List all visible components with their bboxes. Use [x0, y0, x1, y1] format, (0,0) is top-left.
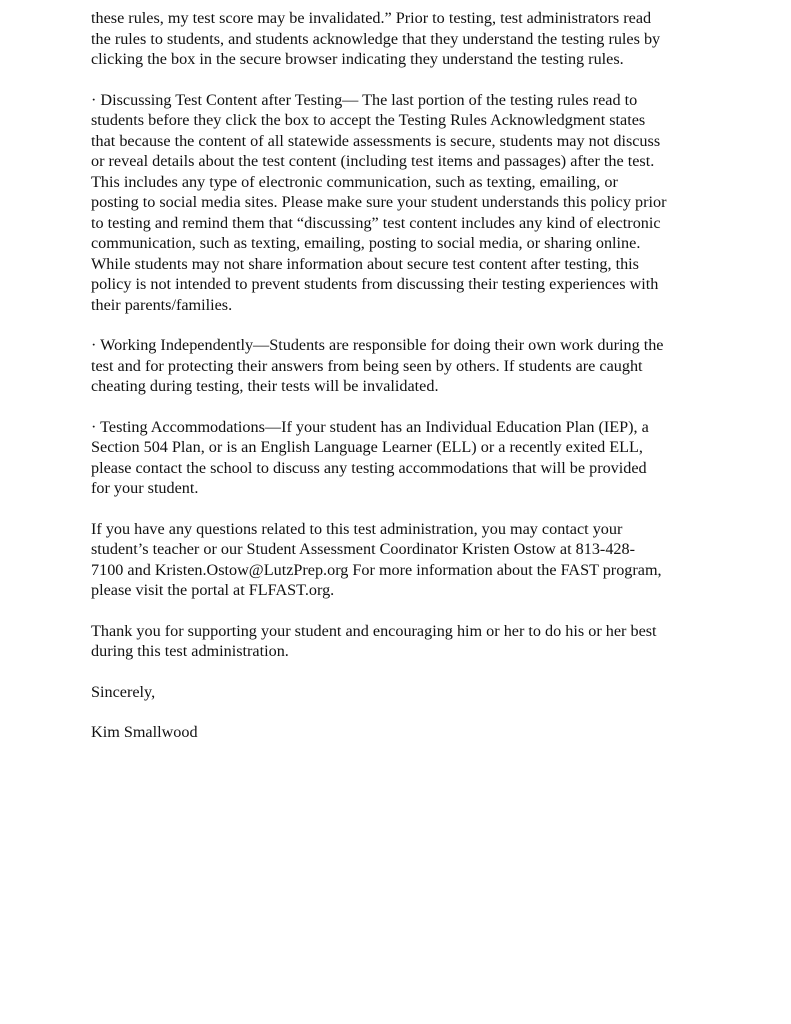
text-line: please visit the portal at FLFAST.org. [91, 581, 335, 599]
text-line: This includes any type of electronic communication, such as texting, emailing, or [91, 172, 618, 191]
text-line: or reveal details about the test content (including test items and passages) after the test. [91, 152, 655, 170]
paragraph-working-independently [91, 335, 721, 397]
text-line: Section 504 Plan, or is an English Language Learner (ELL) or a recently exited ELL, [91, 438, 643, 456]
text-line: 7100 and Kristen.Ostow@LutzPrep.org For more information about the FAST program, [91, 560, 662, 579]
text-line: the rules to students, and students acknowledge that they understand the testing rules by [91, 29, 661, 48]
text-line: test and for protecting their answers from being seen by others. If students are caught [91, 356, 643, 375]
text-line: communication, such as texting, emailing, posting to social media, or sharing online. [91, 234, 641, 252]
text-line: to testing and remind them that “discussing” test content includes any kind of electronic [91, 213, 661, 232]
text-line: While students may not share information about secure test content after testing, this [91, 254, 639, 273]
text-line: If you have any questions related to this test administration, you may contact your [91, 519, 623, 538]
text-line: · Discussing Test Content after Testing— The last portion of the testing rules read to [91, 90, 638, 109]
text-line: cheating during testing, their tests will be invalidated. [91, 377, 439, 395]
paragraph-thank-you [91, 621, 721, 662]
text-line: · Testing Accommodations—If your student has an Individual Education Plan (IEP), a [91, 417, 649, 436]
text-line: that because the content of all statewide assessments is secure, students may not discuss [91, 131, 661, 150]
text-line: posting to social media sites. Please make sure your student understands this policy prior [91, 193, 667, 211]
paragraph-contact-info [91, 519, 721, 601]
text-line: please contact the school to discuss any testing accommodations that will be provided [91, 458, 647, 477]
letter-page [91, 8, 721, 763]
text-line: these rules, my test score may be invalidated.” Prior to testing, test administrators read [91, 9, 652, 27]
text-line: their parents/families. [91, 295, 233, 314]
text-line: clicking the box in the secure browser indicating they understand the testing rules. [91, 50, 624, 68]
text-line: policy is not intended to prevent students from discussing their testing experiences with [91, 275, 659, 293]
signature: Kim Smallwood [91, 723, 198, 741]
closing: Sincerely, [91, 682, 156, 701]
paragraph-discussing-test-content [91, 90, 721, 316]
paragraph-rules-continued [91, 8, 721, 70]
text-line: for your student. [91, 479, 199, 497]
text-line: · Working Independently—Students are responsible for doing their own work during the [91, 336, 664, 354]
text-line: Thank you for supporting your student and encouraging him or her to do his or her best [91, 621, 657, 640]
text-line: students before they click the box to accept the Testing Rules Acknowledgment states [91, 111, 646, 129]
paragraph-testing-accommodations [91, 417, 721, 499]
text-line: student’s teacher or our Student Assessment Coordinator Kristen Ostow at 813-428- [91, 540, 635, 558]
text-line: during this test administration. [91, 642, 289, 660]
